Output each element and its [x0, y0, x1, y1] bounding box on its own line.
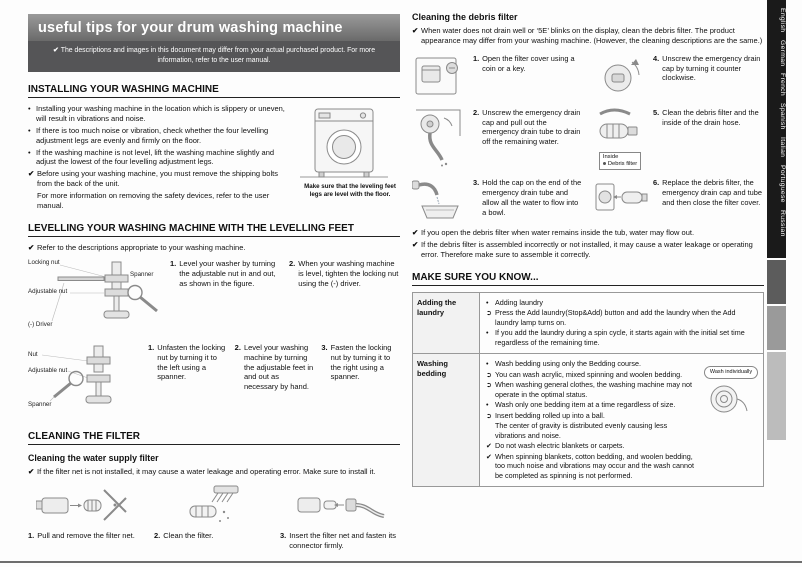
debris-step-1 [412, 52, 584, 100]
language-label: Italian [779, 137, 786, 158]
debris-warning-text: If you open the debris filter when water remains inside the tub, water may flow out. [421, 228, 695, 238]
step-text: Level your washing machine by turning the adjustable feet in and out as necessary by hand. [243, 342, 314, 392]
check-icon: ✔ [52, 47, 59, 54]
bullet-icon: • [28, 125, 31, 135]
install-bullet [28, 104, 292, 124]
line-marker [486, 421, 495, 440]
debris-step-text [473, 52, 584, 74]
line-text: Adding laundry [495, 297, 543, 307]
sidebar-tab [767, 260, 786, 304]
filter-note-text: If the filter net is not installed, it may cause a water leakage and operating error. Make sure to install it. [37, 466, 376, 476]
debris-step-2 [412, 106, 584, 170]
language-label: French [779, 73, 786, 97]
know-line [486, 370, 699, 380]
filter-step-3 [280, 481, 400, 551]
check-icon: ✔ [412, 228, 419, 238]
install-bullet [28, 148, 292, 168]
levelling-step [321, 343, 400, 419]
line-text: You can wash acrylic, mixed spinning and woolen bedding. [495, 369, 683, 379]
inside-label-line2-text: Debris filter [607, 161, 638, 168]
clean-filter-illustration [162, 482, 266, 528]
know-row-adding-laundry [413, 293, 763, 355]
debris-figure-2 [412, 106, 468, 168]
check-icon: ✔ [412, 26, 419, 35]
step-number: 1. [170, 258, 177, 268]
install-row [28, 104, 400, 211]
debris-step-3 [412, 176, 584, 224]
install-figure-caption: Make sure that the leveling feet legs are level with the floor. [304, 183, 396, 199]
line-marker: ➲ [486, 369, 493, 379]
know-line [486, 441, 699, 451]
debris-warning-text: If the debris filter is assembled incorrectly or not installed, it may cause a water leakage or operating error. Therefore make sure to assemble it correctly. [421, 240, 753, 260]
page-bottom-rule [0, 561, 802, 563]
check-icon: ✔ [412, 240, 419, 250]
pull-drain-tube-illustration [412, 106, 468, 168]
banner-note [28, 41, 400, 72]
know-line [486, 308, 757, 327]
line-marker: ➲ [486, 410, 493, 420]
drain-into-bowl-illustration [412, 176, 468, 224]
filter-step-caption [280, 531, 400, 551]
step-text: Open the filter cover using a coin or a key. [482, 53, 575, 73]
debris-warning-1 [412, 228, 764, 238]
filter-step-caption [28, 531, 148, 541]
diagram-label-nut: Nut [28, 350, 38, 358]
levelling-step [289, 259, 400, 335]
know-row-body [480, 293, 763, 354]
know-line [486, 400, 699, 410]
section-heading-installing: INSTALLING YOUR WASHING MACHINE [28, 84, 400, 98]
rolled-bedding-icon [704, 381, 750, 417]
know-line [486, 411, 699, 421]
filter-figure-3 [280, 481, 400, 529]
section-installing [28, 84, 400, 211]
section-heading-cleaning-filter: CLEANING THE FILTER [28, 431, 400, 445]
check-icon: ✔ [28, 242, 35, 252]
line-marker: ➲ [486, 380, 493, 390]
debris-figure-6 [592, 176, 648, 224]
line-marker: • [486, 328, 489, 338]
install-figure [300, 104, 400, 211]
line-text: Wash bedding using only the Bedding course. [495, 359, 641, 369]
diagram-label-spanner: Spanner [130, 270, 154, 278]
step-number: 4. [653, 53, 660, 63]
know-line [486, 421, 699, 440]
step-number: 3. [280, 530, 287, 540]
section-heading-levelling: LEVELLING YOUR WASHING MACHINE WITH THE LEVELLING FEET [28, 223, 400, 237]
filter-step-2 [154, 481, 274, 551]
debris-step-text [473, 176, 584, 217]
step-number: 3. [321, 342, 328, 352]
install-note-more: For more information on removing the safety devices, refer to the user manual. [37, 191, 270, 211]
step-number: 1. [28, 530, 35, 540]
step-text: Replace the debris filter, the emergency drain cap and tube and then close the filter cover. [662, 178, 763, 207]
install-bullet-text: If the washing machine is not level, lift the washing machine slightly and adjust the lowest of the four levelling adjustment legs. [36, 147, 275, 167]
check-icon: ✔ [28, 466, 35, 476]
section-levelling [28, 223, 400, 419]
install-note-text: Before using your washing machine, you must remove the shipping bolts from the back of the unit. [37, 169, 278, 189]
washing-machine-illustration [300, 104, 388, 182]
step-text: Hold the cap on the end of the emergency drain tube and allow all the water to flow into a bowl. [482, 178, 582, 217]
step-text: Unscrew the emergency drain cap by turning it counter clockwise. [662, 53, 761, 83]
step-number: 1. [148, 342, 155, 352]
step-text: Fasten the locking nut by turning it to the right using a spanner. [330, 342, 392, 382]
step-text: Pull and remove the filter net. [37, 530, 135, 540]
banner-note-text: The descriptions and images in this document may differ from your actual purchased product. For more information, refer to the user manual. [60, 47, 376, 64]
step-number: 2. [154, 530, 161, 540]
language-label: Portuguese [779, 164, 786, 203]
left-column [28, 10, 400, 550]
filter-figure-1 [28, 481, 148, 529]
know-line [486, 298, 757, 308]
page-content [28, 10, 764, 550]
line-marker: ✔ [486, 441, 493, 451]
line-text: Press the Add laundry(Stop&Add) button and add the laundry when the Add laundry lamp turns on. [495, 308, 736, 327]
inside-label-line1: Inside [602, 153, 619, 160]
know-row-label: Adding the laundry [413, 293, 480, 354]
inside-label-line2 [603, 161, 637, 168]
line-text: When spinning blankets, cotton bedding, and woolen bedding, too much noise and vibrations may occur and the wash cannot be completed as spinning is not performed. [495, 451, 694, 480]
bedding-illustration [704, 366, 758, 417]
step-text: Clean the filter. [163, 530, 214, 540]
step-text: Clean the debris filter and the inside of the drain hose. [662, 107, 759, 127]
know-row-label: Washing bedding [413, 354, 480, 486]
step-number: 2. [234, 342, 241, 352]
filter-step-caption [154, 531, 274, 541]
know-line [486, 380, 699, 399]
debris-warning-2 [412, 240, 764, 260]
sidebar-tab [767, 306, 786, 350]
language-label: Russian [779, 209, 786, 237]
line-marker: ➲ [486, 308, 493, 318]
line-text: Wash only one bedding item at a time regardless of size. [495, 400, 676, 410]
debris-figure-1 [412, 52, 468, 100]
debris-step-text [653, 176, 764, 207]
know-line [486, 359, 699, 369]
line-marker: • [486, 297, 489, 307]
install-text [28, 104, 292, 211]
remove-filter-net-illustration [36, 482, 140, 528]
step-number: 3. [473, 178, 480, 188]
levelling-step [235, 343, 314, 419]
debris-step-4 [592, 52, 764, 100]
step-text: Insert the filter net and fasten its connector firmly. [289, 530, 396, 550]
levelling-note [28, 243, 400, 253]
debris-figure-4 [592, 52, 648, 100]
install-note [28, 169, 292, 189]
debris-step-text [473, 106, 584, 147]
section-heading-make-sure: MAKE SURE YOU KNOW... [412, 272, 764, 286]
bedding-bubble-caption: Wash individually [704, 366, 758, 379]
debris-step-5 [592, 106, 764, 170]
levelling-row-2 [28, 343, 400, 419]
know-row-washing-bedding [413, 354, 763, 486]
diagram-label-driver: (-) Driver [28, 320, 53, 328]
levelling-diagram-1 [28, 259, 162, 335]
levelling-row-1 [28, 259, 400, 335]
step-text: When your washing machine is level, tighten the locking nut using the (-) driver. [298, 258, 399, 288]
step-number: 2. [289, 258, 296, 268]
diagram-label-spanner: Spanner [28, 400, 52, 408]
language-label: German [779, 39, 786, 66]
bullet-icon: • [28, 104, 31, 113]
levelling-step [148, 343, 227, 419]
check-icon: ✔ [28, 169, 35, 179]
step-number: 1. [473, 53, 480, 63]
diagram-label-adjustable-nut: Adjustable nut [28, 366, 68, 374]
diagram-label-adjustable-nut: Adjustable nut [28, 287, 68, 295]
filter-figure-2 [154, 481, 274, 529]
line-marker: • [486, 400, 489, 410]
unscrew-drain-cap-illustration [592, 52, 648, 100]
step-number: 6. [653, 178, 660, 188]
debris-figure-3 [412, 176, 468, 224]
install-bullet [28, 126, 292, 146]
pointer-dot-icon [603, 162, 606, 165]
debris-steps-grid [412, 52, 764, 224]
line-text: Insert bedding rolled up into a ball. [495, 410, 605, 420]
filter-step-1 [28, 481, 148, 551]
open-filter-cover-illustration [412, 52, 468, 100]
replace-debris-filter-illustration [592, 176, 648, 224]
line-text: When washing general clothes, the washing machine may not operate in the optimal status. [495, 380, 692, 399]
debris-step-text [653, 52, 764, 83]
levelling-diagram-2 [28, 343, 140, 419]
step-number: 5. [653, 107, 660, 117]
install-bullet-text: Installing your washing machine in the location which is slippery or uneven, will result in vibrations and noise. [36, 104, 285, 123]
bullet-icon: • [28, 147, 31, 157]
sidebar-tab [767, 352, 786, 440]
line-text: If you add the laundry during a spin cycle, it starts again with the initial set time regardless of the remaining time. [495, 328, 745, 347]
debris-note [412, 26, 764, 46]
line-marker: • [486, 359, 489, 369]
know-line [486, 328, 757, 347]
line-text: Do not wash electric blankets or carpets. [495, 441, 625, 451]
levelling-steps-1 [170, 259, 400, 335]
step-text: Level your washer by turning the adjustable nut in and out, as shown in the figure. [179, 258, 276, 288]
language-label: English [779, 8, 786, 33]
clean-debris-filter-illustration [592, 106, 648, 150]
filter-steps-row [28, 481, 400, 551]
levelling-note-text: Refer to the descriptions appropriate to your washing machine. [37, 242, 246, 252]
levelling-steps-2 [148, 343, 400, 419]
language-sidebar [767, 0, 786, 258]
debris-heading: Cleaning the debris filter [412, 12, 518, 22]
language-label: Spanish [779, 103, 786, 131]
diagram-label-locking-nut: Locking nut [28, 258, 60, 266]
right-column [412, 10, 764, 550]
know-row-body [480, 354, 763, 486]
step-text: Unfasten the locking nut by turning it to the left using a spanner. [157, 342, 226, 382]
levelling-step [170, 259, 281, 335]
filter-note [28, 467, 400, 477]
page-banner [28, 14, 400, 72]
debris-step-6 [592, 176, 764, 224]
line-marker: ✔ [486, 451, 493, 461]
debris-note-text: When water does not drain well or ‘5E’ blinks on the display, clean the debris filter. The product appearance may differ from your washing machine. (However, the cleaning descriptions are the same.) [421, 26, 763, 45]
inside-debris-filter-label [599, 152, 641, 170]
step-text: Unscrew the emergency drain cap and pull out the emergency drain tube to drain off the remaining water. [482, 107, 581, 147]
debris-figure-5 [592, 106, 648, 170]
page-title: useful tips for your drum washing machine [28, 14, 400, 41]
line-text: The center of gravity is distributed evenly causing less vibrations and noise. [495, 421, 668, 440]
know-table [412, 292, 764, 488]
subheading-water-supply-filter: Cleaning the water supply filter [28, 452, 159, 463]
section-cleaning-filter [28, 431, 400, 551]
insert-filter-net-illustration [288, 482, 392, 528]
know-line [486, 452, 699, 481]
step-number: 2. [473, 107, 480, 117]
debris-step-text [653, 106, 764, 128]
install-bullet-text: If there is too much noise or vibration, check whether the four levelling adjustment legs are evenly and firmly on the floor. [36, 125, 269, 145]
